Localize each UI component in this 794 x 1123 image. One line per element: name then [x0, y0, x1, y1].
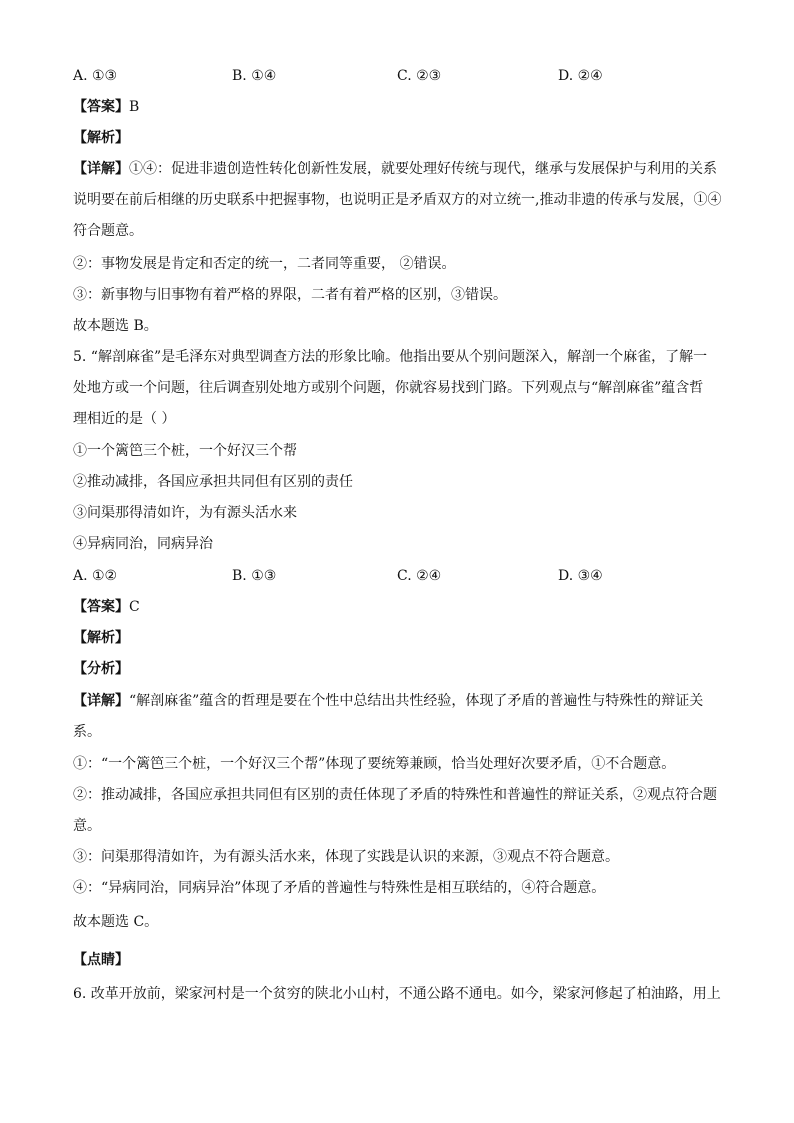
q6-stem-line-1: 6. 改革开放前，梁家河村是一个贫穷的陕北小山村，不通公路不通电。如今，梁家河修起了柏油路，用上: [73, 986, 721, 1002]
detail-text: ①④：促进非遗创造性转化创新性发展，就要处理好传统与现代，继承与发展保护与利用的关系: [129, 161, 717, 177]
q5-fenxi-label: 【分析】: [73, 661, 129, 677]
q5-option-b: B. ①③: [232, 568, 277, 584]
q4-option-a: A. ①③: [73, 68, 118, 84]
q5-detail-line-2: 系。: [73, 724, 101, 740]
q5-statement-1: ①一个篱笆三个桩，一个好汉三个帮: [73, 443, 297, 459]
q4-analysis-label: 【解析】: [73, 130, 129, 146]
answer-value: C: [129, 599, 140, 615]
q5-stem-line-2: 处地方或一个问题，往后调查别处地方或别个问题，你就容易找到门路。下列观点与“解剖麻雀”蕴含哲: [73, 380, 704, 396]
q4-conclusion: 故本题选 B。: [73, 318, 158, 334]
q5-statement-2: ②推动减排，各国应承担共同但有区别的责任: [73, 474, 353, 490]
q4-option-d: D. ②④: [558, 68, 603, 84]
detail-label: 【详解】: [73, 161, 129, 177]
detail-label: 【详解】: [73, 693, 129, 709]
q5-option-a: A. ①②: [73, 568, 118, 584]
q5-point-4: ④：“异病同治，同病异治”体现了矛盾的普遍性与特殊性是相互联结的，④符合题意。: [73, 880, 606, 896]
answer-label: 【答案】: [73, 599, 129, 615]
q5-analysis-label: 【解析】: [73, 630, 129, 646]
q5-point-1: ①：“一个篱笆三个桩，一个好汉三个帮”体现了要统筹兼顾，恰当处理好次要矛盾，①不合题意。: [73, 756, 676, 772]
q4-point-3: ③：新事物与旧事物有着严格的界限，二者有着严格的区别，③错误。: [73, 287, 507, 303]
q4-detail-line-1: [73, 159, 717, 179]
q5-point-2-cont: 意。: [73, 818, 101, 834]
q4-answer: [73, 97, 139, 117]
answer-label: 【答案】: [73, 99, 129, 115]
q5-conclusion: 故本题选 C。: [73, 914, 159, 930]
q5-option-d: D. ③④: [558, 568, 603, 584]
q5-point-3: ③：问渠那得清如许，为有源头活水来，体现了实践是认识的来源，③观点不符合题意。: [73, 849, 619, 865]
q5-dianjing-label: 【点睛】: [73, 952, 129, 968]
q5-statement-3: ③问渠那得清如许，为有源头活水来: [73, 505, 297, 521]
q5-statement-4: ④异病同治，同病异治: [73, 536, 213, 552]
q4-option-b: B. ①④: [232, 68, 277, 84]
q5-stem-line-1: 5. “解剖麻雀”是毛泽东对典型调查方法的形象比喻。他指出要从个别问题深入，解剖一个麻雀，了解一: [73, 349, 708, 365]
q4-option-c: C. ②③: [397, 68, 442, 84]
detail-text: “解剖麻雀”蕴含的哲理是要在个性中总结出共性经验，体现了矛盾的普遍性与特殊性的辩证关: [129, 693, 704, 709]
q4-detail-line-3: 符合题意。: [73, 223, 143, 239]
q4-point-2: ②：事物发展是肯定和否定的统一，二者同等重要， ②错误。: [73, 256, 456, 272]
q5-option-c: C. ②④: [397, 568, 442, 584]
q4-detail-line-2: 说明要在前后相继的历史联系中把握事物，也说明正是矛盾双方的对立统一,推动非遗的传承与发展，①④: [73, 192, 722, 208]
q5-point-2: ②：推动减排，各国应承担共同但有区别的责任体现了矛盾的特殊性和普遍性的辩证关系，②观点符合题: [73, 787, 717, 803]
answer-value: B: [129, 99, 140, 115]
q5-answer: [73, 597, 140, 617]
q5-stem-line-3: 理相近的是（ ）: [73, 411, 176, 427]
q5-detail-line-1: [73, 691, 703, 711]
